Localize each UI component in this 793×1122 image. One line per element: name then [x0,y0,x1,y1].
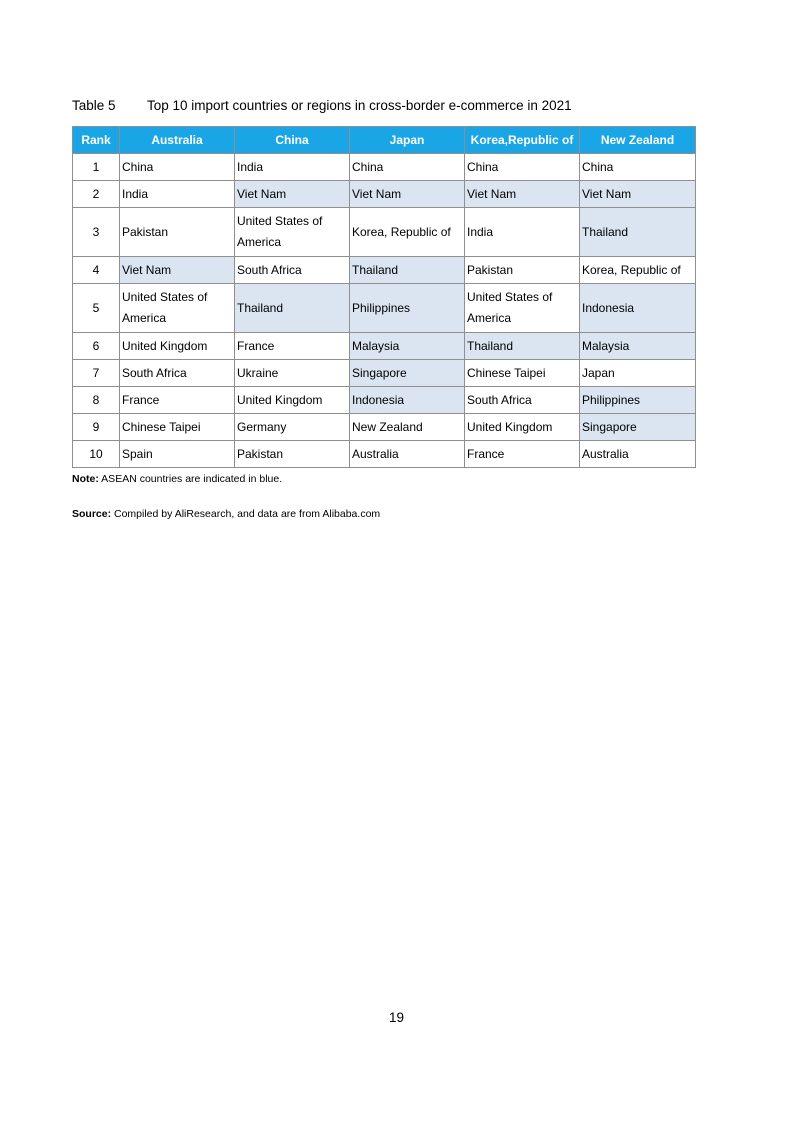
table-cell: Korea, Republic of [350,208,465,257]
table-cell: Thailand [235,284,350,333]
table-row [73,257,696,284]
table-cell: United States of America [120,284,235,333]
table-cell: United Kingdom [235,387,350,414]
table-cell: India [465,208,580,257]
table-cell: United Kingdom [465,414,580,441]
table-cell: China [350,154,465,181]
table-cell: Indonesia [350,387,465,414]
table-cell: China [465,154,580,181]
table-cell: South Africa [120,360,235,387]
table-title: Top 10 import countries or regions in cross-border e-commerce in 2021 [147,98,572,113]
table-cell: Thailand [350,257,465,284]
rank-cell: 7 [73,360,120,387]
table-cell: Indonesia [580,284,696,333]
table-row [73,387,696,414]
table-caption [72,98,572,113]
table-cell: Pakistan [465,257,580,284]
source-text: Compiled by AliResearch, and data are from Alibaba.com [111,508,381,520]
table-row [73,333,696,360]
rank-cell: 3 [73,208,120,257]
table-row [73,414,696,441]
table-cell: Australia [350,441,465,468]
table-cell: Singapore [580,414,696,441]
table-cell: Spain [120,441,235,468]
table-row [73,360,696,387]
header-australia: Australia [120,127,235,154]
table-cell: Viet Nam [350,181,465,208]
table-cell: United States of America [235,208,350,257]
table-cell: India [235,154,350,181]
table-cell: Viet Nam [235,181,350,208]
rank-cell: 8 [73,387,120,414]
note-label: Note: [72,473,99,485]
table-row [73,181,696,208]
table-source [72,508,380,520]
table-cell: Pakistan [235,441,350,468]
header-korea: Korea,Republic of [465,127,580,154]
header-china: China [235,127,350,154]
rank-cell: 5 [73,284,120,333]
table-note [72,473,282,485]
import-countries-table [72,126,696,468]
table-row [73,154,696,181]
table-cell: Philippines [580,387,696,414]
table-cell: South Africa [235,257,350,284]
table-cell: China [580,154,696,181]
table-cell: India [120,181,235,208]
rank-cell: 10 [73,441,120,468]
rank-cell: 4 [73,257,120,284]
table-cell: Japan [580,360,696,387]
table-cell: Ukraine [235,360,350,387]
header-row [73,127,696,154]
table-cell: Viet Nam [120,257,235,284]
table-cell: Thailand [580,208,696,257]
table-cell: South Africa [465,387,580,414]
table-row [73,284,696,333]
table-cell: Pakistan [120,208,235,257]
table-cell: China [120,154,235,181]
table-cell: Viet Nam [465,181,580,208]
table-cell: France [465,441,580,468]
table-cell: Viet Nam [580,181,696,208]
rank-cell: 2 [73,181,120,208]
table-cell: New Zealand [350,414,465,441]
page-number: 19 [388,1010,405,1025]
table-row [73,441,696,468]
rank-cell: 9 [73,414,120,441]
table-cell: United States of America [465,284,580,333]
table-cell: Singapore [350,360,465,387]
table-cell: Germany [235,414,350,441]
table-number: Table 5 [72,98,116,113]
source-label: Source: [72,508,112,520]
header-japan: Japan [350,127,465,154]
table-cell: Malaysia [580,333,696,360]
table-cell: Korea, Republic of [580,257,696,284]
rank-cell: 6 [73,333,120,360]
table-cell: France [235,333,350,360]
table-cell: France [120,387,235,414]
table-cell: United Kingdom [120,333,235,360]
header-rank: Rank [73,127,120,154]
header-new-zealand: New Zealand [580,127,696,154]
note-text: ASEAN countries are indicated in blue. [98,473,283,485]
table-cell: Philippines [350,284,465,333]
table-cell: Malaysia [350,333,465,360]
table-cell: Thailand [465,333,580,360]
table-cell: Chinese Taipei [120,414,235,441]
rank-cell: 1 [73,154,120,181]
table-cell: Australia [580,441,696,468]
table-row [73,208,696,257]
table-cell: Chinese Taipei [465,360,580,387]
